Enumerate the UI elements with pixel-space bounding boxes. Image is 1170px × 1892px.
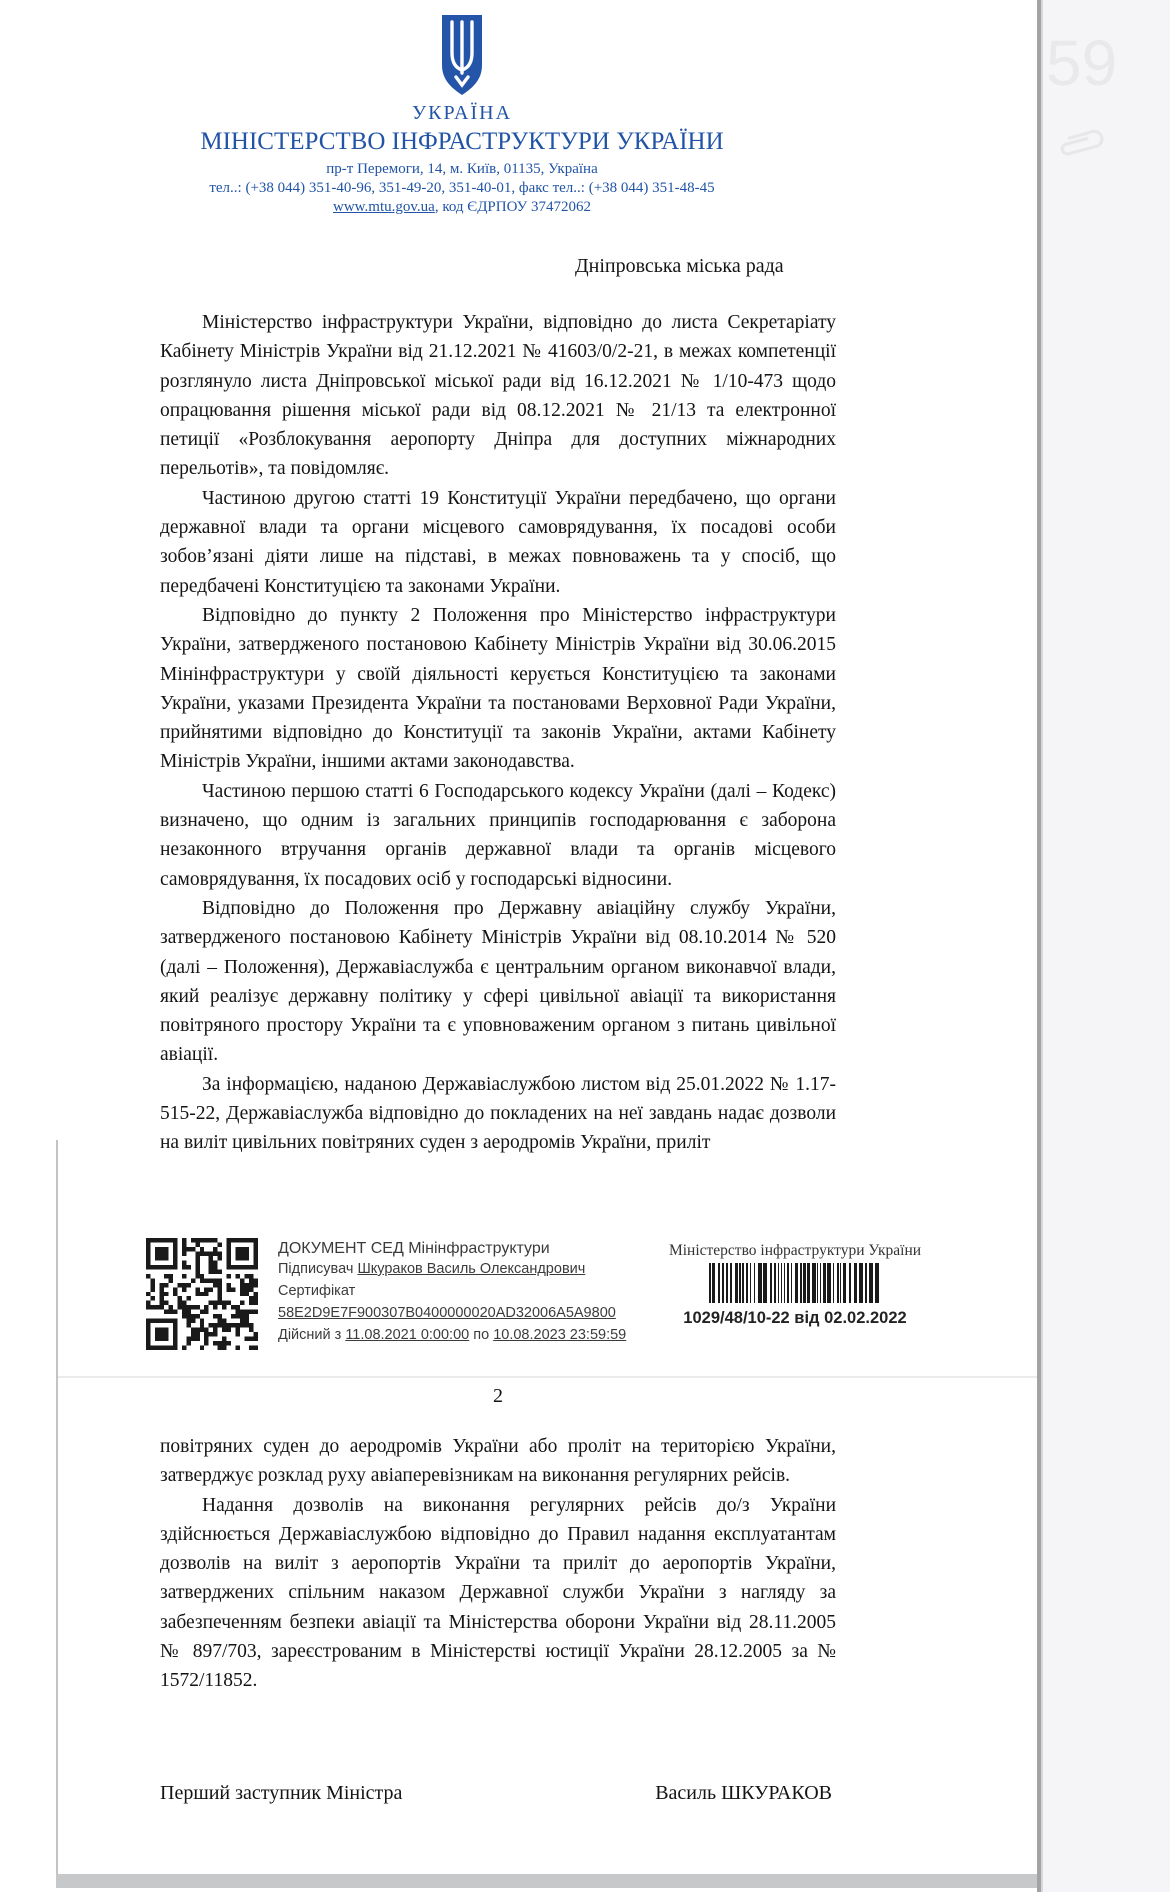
signer-name: Шкураков Василь Олександрович: [357, 1261, 586, 1277]
qr-code: [146, 1238, 258, 1350]
paragraph: Відповідно до Положення про Державну авіаційну службу України, затвердженого постановою Кабінету Міністрів України від 08.10.2014 № 520 (далі – Положення), Державіаслужба є центральним органом виконавчої влади, який реалізує державну політику у сфері цивільної авіації та використання повітряного простору України та є уповноваженим органом з питань цивільної авіації.: [160, 897, 836, 1066]
paragraph: За інформацією, наданою Державіаслужбою листом від 25.01.2022 № 1.17-515-22, Державіаслужба відповідно до покладених на неї завдань надає дозволи на виліт цивільних повітряних суден з аеродромів України, приліт: [160, 1073, 836, 1154]
page2-body: [160, 1432, 836, 1732]
page2-left-edge: [56, 1140, 58, 1874]
letterhead-ministry-name: МІНІСТЕРСТВО ІНФРАСТРУКТУРИ УКРАЇНИ: [200, 128, 724, 155]
valid-to-label: по: [473, 1327, 490, 1343]
edrpou-code: , код ЄДРПОУ 37472062: [434, 199, 591, 215]
letterhead-country: УКРАЇНА: [411, 102, 513, 124]
letterhead: [130, 102, 794, 216]
watermark-number: 59: [1046, 27, 1118, 99]
certificate-label: Сертифікат: [278, 1283, 356, 1299]
recipient: Дніпровська міська рада: [575, 255, 784, 277]
certificate-value: 58E2D9E7F900307B0400000020AD32006A5A9800: [278, 1305, 616, 1321]
paragraph: Міністерство інфраструктури України, відповідно до листа Секретаріату Кабінету Міністрів України від 21.12.2021 № 41603/0/2-21, в межах компетенції розглянуло листа Дніпровської міської ради від 16.12.2021 № 1/10-473 щодо опрацювання рішення міської ради від 08.12.2021 № 21/13 та електронної петиції «Розблокування аеропорту Дніпра для доступних міжнародних перельотів», та повідомляє.: [160, 312, 836, 480]
page-separator: [58, 1376, 1038, 1378]
letterhead-website-line: [130, 199, 794, 216]
signoff-row: [160, 1782, 832, 1805]
valid-from-date: 11.08.2021 0:00:00: [345, 1327, 470, 1343]
barcode: [700, 1263, 890, 1303]
registration-stamp: [650, 1242, 940, 1328]
paragraph: повітряних суден до аеродромів України або проліт на територією України, затверджує розклад руху авіаперевізникам на виконання регулярних рейсів.: [160, 1436, 836, 1487]
website-link[interactable]: www.mtu.gov.ua: [333, 199, 435, 215]
signoff-position: Перший заступник Міністра: [160, 1782, 403, 1804]
paragraph: Відповідно до пункту 2 Положення про Міністерство інфраструктури України, затвердженого постановою Кабінету Міністрів України від 30.06.2015 Мінінфраструктури у своїй діяльності керується Конституцією та законами України, указами Президента України та постановами Верховної Ради України, прийнятими відповідно до Конституції та законів України, актами Кабінету Міністрів України, іншими актами законодавства.: [160, 604, 836, 773]
ukraine-trident-emblem-icon: [440, 12, 484, 98]
stamp-certificate-line: [278, 1280, 678, 1324]
stamp-system-title: ДОКУМЕНТ СЕД Мінінфраструктури: [278, 1240, 550, 1257]
stamp-signer-line: [278, 1258, 678, 1280]
registration-number: 1029/48/10-22 від 02.02.2022: [683, 1309, 907, 1327]
letterhead-address: пр-т Перемоги, 14, м. Київ, 01135, Україна: [326, 161, 598, 177]
viewer-side-margin: [1043, 0, 1170, 1892]
stamp-organization: Міністерство інфраструктури України: [668, 1242, 922, 1259]
letterhead-phones: тел..: (+38 044) 351-40-96, 351-49-20, 351-40-01, факс тел..: (+38 044) 351-48-45: [209, 180, 715, 196]
valid-to-date: 10.08.2023 23:59:59: [493, 1327, 627, 1343]
signature-stamp: [278, 1240, 678, 1346]
validity-label: Дійсний з: [278, 1327, 342, 1343]
paragraph: Частиною першою статті 6 Господарського кодексу України (далі – Кодекс) визначено, що одним із загальних принципів господарювання є заборона незаконного втручання органів державної влади та органів місцевого самоврядування, їх посадових осіб у господарські відносини.: [160, 780, 836, 890]
page-bottom-edge: [56, 1874, 1040, 1888]
paragraph: Частиною другою статті 19 Конституції України передбачено, що органи державної влади та органи місцевого самоврядування, їх посадові особи зобов’язані діяти лише на підставі, в межах повноважень та у спосіб, що передбачені Конституцією та законами України.: [160, 487, 836, 597]
signoff-name: Василь ШКУРАКОВ: [655, 1782, 832, 1804]
paragraph: Надання дозволів на виконання регулярних рейсів до/з України здійснюється Державіаслужбою відповідно до Правил надання експлуатантам дозволів на виліт з аеропортів України та приліт до аеропортів України, затверджених спільним наказом Державної служби України з нагляду за забезпеченням безпеки авіації та Міністерства оборони України від 28.11.2005 № 897/703, зареєстрованим в Міністерстві юстиції України 28.12.2005 за № 1572/11852.: [160, 1494, 836, 1692]
stamp-validity-line: [278, 1324, 678, 1346]
page-number: 2: [493, 1385, 503, 1407]
signer-label: Підписувач: [278, 1261, 354, 1277]
page1-body: [160, 308, 836, 1174]
